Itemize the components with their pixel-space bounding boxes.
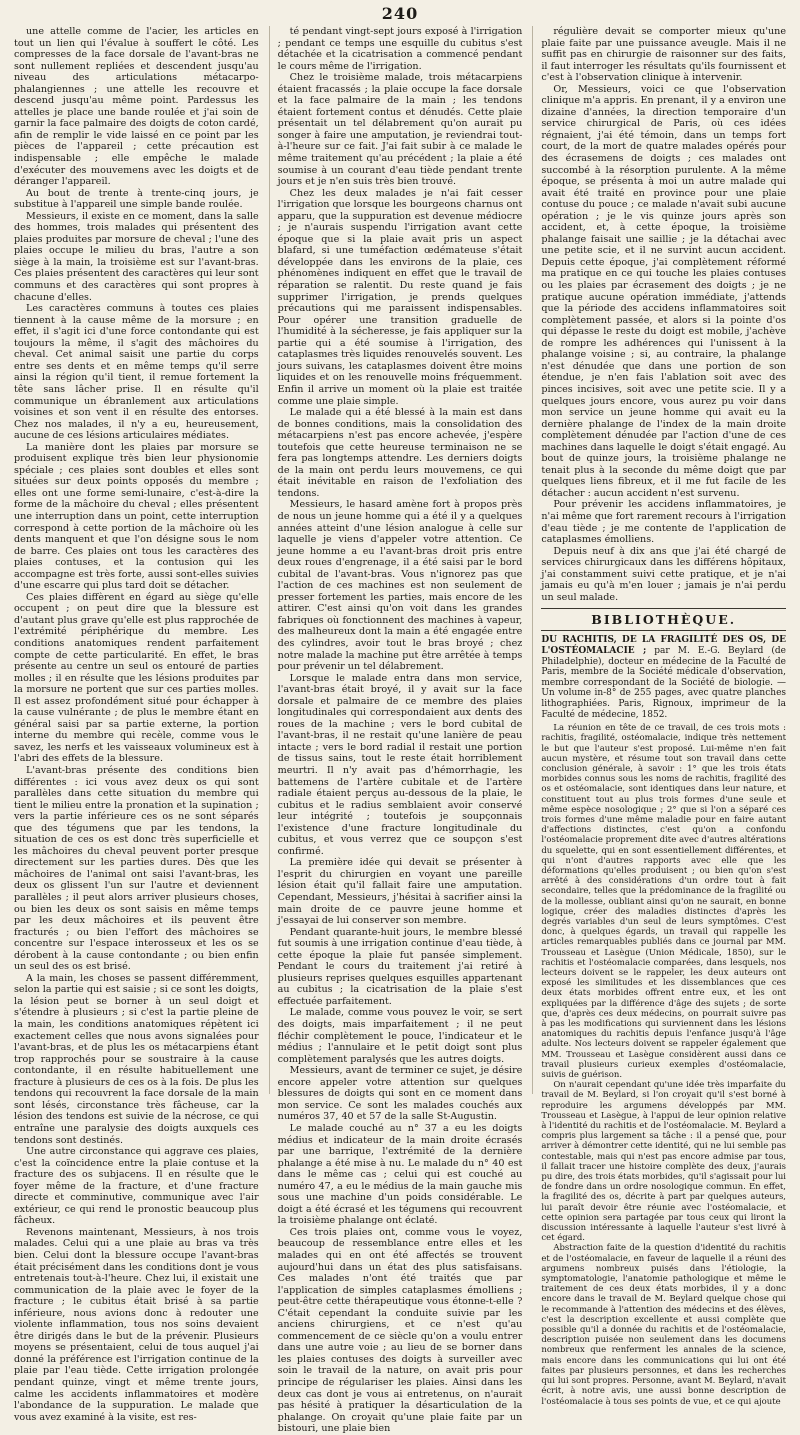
- paragraph: Au bout de trente à trente-cinq jours, je substitue à l'appareil une simple bande roulée.: [14, 187, 259, 211]
- paragraph: régulière devait se comporter mieux qu'une plaie faite par une puissance aveugle. Mais il ne suffit pas en chirurgie de raisonner sur des faits, il faut interroger les résultats qu'ils fournissent et c'est à l'observation clinique à intervenir.: [541, 26, 787, 84]
- paragraph: Le malade qui a été blessé à la main est dans de bonnes conditions, mais la consolidation des métacarpiens n'est pas encore achevée, j'espère toutefois que cette heureuse terminaison ne se fera pas longtemps attendre. Les derniers doigts de la main ont perdu leurs mouvemens, ce qui était inévitable en raison de l'exfoliation des tendons.: [277, 407, 523, 499]
- section-title: BIBLIOTHÈQUE.: [591, 612, 737, 628]
- paragraph: Pour prévenir les accidens inflammatoires, je n'ai même que fort rarement recours à l'irrigation d'eau tiède ; je me contente de l'application de cataplasmes émolliens.: [541, 499, 787, 546]
- paragraph: Pendant quarante-huit jours, le membre blessé fut soumis à une irrigation continue d'eau tiède, à cette époque la plaie fut pansée simplement. Pendant le cours du traitement j'ai retiré à plusieurs reprises quelques esquilles appartenant au cubitus ; la cicatrisation de la plaie s'est effectuée parfaitement.: [277, 926, 523, 1007]
- column-left: [14, 26, 259, 1423]
- columns: [14, 26, 787, 1435]
- paragraph: Chez le troisième malade, trois métacarpiens étaient fracassés ; la plaie occupe la face dorsale et la face palmaire de la main ; les tendons étaient fortement contus et dénudés. Cette plaie présentait un tel délabrement qu'on aurait pu songer à faire une amputation, je reviendrai tout-à-l'heure sur ce fait. J'ai fait subir à ce malade le même traitement qu'au précédent ; la plaie a été soumise à un courant d'eau tiède pendant trente jours et je n'en suis très bien trouvé.: [277, 72, 523, 188]
- page-number: 240: [381, 4, 419, 23]
- paragraph: On n'aurait cependant qu'une idée très imparfaite du travail de M. Beylard, si l'on croyait qu'il s'est borné à reproduire les argumens développés par MM. Trousseau et Lasègue, à l'appui de leur opinion relative à l'identité du rachitis et de l'ostéomalacie. M. Beylard a compris plus largement sa tâche : il a pensé que, pour arriver à démontrer cette identité, qui ne lui semble pas contestable, mais qui n'est pas encore admise par tous, il fallait tracer une histoire complète des deux, j'aurais pu dire, des trois états morbides, qu'il s'agissait pour lui de fondre dans un ordre nosologique commun. En effet, la fragilité des os, décrite à part par quelques auteurs, lui paraît devoir être réunie avec l'ostéomalacie, et cette opinion sera partagée par tous ceux qui liront la discussion intéressante à laquelle l'auteur s'est livré à cet égard.: [541, 1080, 787, 1244]
- paragraph: A la main, les choses se passent différemment, selon la partie qui est saisie ; si ce sont les doigts, la lésion peut se borner à un seul doigt et s'étendre à plusieurs ; si c'est la partie pleine de la main, les conditions anatomiques répètent ici exactement celles que nous avons signalées pour l'avant-bras, et de plus les os métacarpiens étant trop rapprochés pour se soustraire à la cause contondante, il en résulte habituellement une fracture à plusieurs de ces os à la fois. De plus les tendons qui recouvrent la face dorsale de la main sont lésés, circonstance très fâcheuse, car la lésion des tendons est suivie de la nécrose, ce qui entraîne une paralysie des doigts auxquels ces tendons sont destinés.: [14, 972, 259, 1146]
- column-right-text: [541, 26, 786, 603]
- paragraph: Ces plaies diffèrent en égard au siège qu'elle occupent ; on peut dire que la blessure est d'autant plus grave qu'elle est plus rapprochée de l'extrémité périphérique du membre. Les conditions anatomiques rendent parfaitement compte de cette particularité. En effet, le bras présente au centre un seul os entouré de parties molles ; il en résulte que les lésions produites par la morsure ne portent que sur ces parties molles. Il est assez profondément situé pour échapper à la cause vulnérante ; de plus le membre étant en général saisi par sa partie externe, la portion interne du membre qui recèle, comme vous le savez, les nerfs et les vaisseaux volumineux est à l'abri des effets de la blessure.: [14, 591, 259, 765]
- book-entry: [541, 635, 786, 720]
- paragraph: Messieurs, il existe en ce moment, dans la salle des hommes, trois malades qui présentent des plaies produites par morsure de cheval ; l'une des plaies occupe le milieu du bras, l'autre a son siège à la main, la troisième est sur l'avant-bras. Ces plaies présentent des caractères qui leur sont communs et des caractères qui sont propres à chacune d'elles.: [14, 210, 259, 303]
- section-divider-top: [541, 608, 786, 609]
- paragraph: Les caractères communs à toutes ces plaies tiennent à la cause même de la morsure ; en effet, il s'agit ici d'une force contondante qui est toujours la même, il s'agit des mâchoires du cheval. Cet animal saisit une partie du corps entre ses dents et en même temps qu'il serre ainsi la région qu'il tient, il remue fortement la tête sans lâcher prise. Il en résulte qu'il communique un ébranlement aux articulations voisines et son vent il en résulte des entorses. Chez nos malades, il n'y a eu, heureusement, aucune de ces lésions articulaires médiates.: [14, 303, 259, 442]
- paragraph: La première idée qui devait se présenter à l'esprit du chirurgien en voyant une pareille lésion était qu'il fallait faire une amputation. Cependant, Messieurs, j'hésitai à sacrifier ainsi la main droite de ce pauvre jeune homme et j'essayai de lui conserver son membre.: [277, 857, 523, 927]
- book-title: DU RACHITIS, DE LA FRAGILITÉ DES OS, DE L'OSTÉOMALACIE ;: [541, 635, 787, 656]
- paragraph: Revenons maintenant, Messieurs, à nos trois malades. Celui qui a une plaie au bras va très bien. Celui dont la blessure occupe l'avant-bras était précisément dans les conditions dont je vous entretenais tout-à-l'heure. Chez lui, il existait une communication de la plaie avec le foyer de la fracture ; le cubitus était brisé à sa partie inférieure, nous avions donc à redouter une violente inflammation, tous nos soins devaient être dirigés dans le but de la prévenir. Plusieurs moyens se présentaient, celui de tous auquel j'ai donné la préférence est l'irrigation continue de la plaie par l'eau tiède. Cette irrigation prolongée pendant quinze, vingt et même trente jours, calme les accidents inflammatoires et modère l'abondance de la suppuration. Le malade que vous avez examiné à la visite, est res-: [14, 1226, 259, 1423]
- paragraph: L'avant-bras présente des conditions bien différentes : ici vous avez deux os qui sont parallèles dans cette situation du membre qui tient le milieu entre la pronation et la supination ; vers la partie inférieure ces os ne sont séparés que des tégumens que par les tendons, la situation de ces os est donc très superficielle et les mâchoires du cheval peuvent porter presque directement sur les parties dures. Dès que les mâchoires de l'animal ont saisi l'avant-bras, les deux os glissent l'un sur l'autre et deviennent parallèles ; il peut alors arriver plusieurs choses, ou bien les deux os sont saisis en même temps par les deux mâchoires et ils peuvent être fracturés ; ou bien l'effort des mâchoires se concentre sur l'espace interosseux et les os se dérobent à la cause contondante ; ou bien enfin un seul des os est brisé.: [14, 765, 259, 973]
- paragraph: Or, Messieurs, voici ce que l'observation clinique m'a appris. En prenant, il y a environ une dizaine d'années, la direction temporaire d'un service chirurgical de Paris, où ces idées régnaient, j'ai été témoin, dans un temps fort court, de la mort de quatre malades opérés pour des écrasemens de doigts ; ces malades ont succombé à la résorption purulente. A la même époque, se présenta à moi un autre malade qui avait été traité en province pour une plaie contuse du pouce ; ce malade n'avait subi aucune opération ; je le vis quinze jours après son accident, et, à cette époque, la troisième phalange faisait une saillie ; je la détachai avec une petite scie, et il ne survint aucun accident. Depuis cette époque, j'ai complètement réformé ma pratique en ce qui touche les plaies contuses ou les plaies par écrasement des doigts ; je ne pratique aucune opération immédiate, j'attends que la période des accidens inflammatoires soit complètement passée, et alors si la pointe d'os qui dépasse le reste du doigt est mobile, j'achève de rompre les adhérences qui l'unissent à la phalange voisine ; si, au contraire, la phalange n'est dénudée que dans une portion de son étendue, je n'en fais l'ablation soit avec des pinces incisives, soit avec une petite scie. Il y a quelques jours encore, vous aurez pu voir dans mon service un jeune homme qui avait eu la dernière phalange de l'index de la main droite complètement dénudée par l'action d'une de ces machines dans laquelle le doigt s'était engagé. Au bout de quinze jours, la troisième phalange ne tenait plus à la seconde du même doigt que par quelques liens fibreux, et il me fut facile de les détacher : aucun accident n'est survenu.: [541, 83, 787, 499]
- review-text: [541, 723, 786, 1407]
- paragraph: La réunion en tête de ce travail, de ces trois mots : rachitis, fragilité, ostéomalacie, indique très nettement le but que l'auteur s'est proposé. Lui-même n'en fait aucun mystère, et résume tout son travail dans cette conclusion générale, à savoir : 1° que les trois états morbides connus sous les noms de rachitis, fragilité des os et ostéomalacie, sont identiques dans leur nature, et constituent tout au plus trois formes d'une seule et même espèce nosologique ; 2° que si l'on a séparé ces trois formes d'une même maladie pour en faire autant d'affections distinctes, c'est qu'on a confondu l'ostéomalacie proprement dite avec d'autres altérations du squelette, qui en sont essentiellement différentes, et qui n'ont d'autres rapports avec elle que les déformations qu'elles produisent ; ou bien qu'on s'est arrêté à des considérations d'un ordre tout à fait secondaire, telles que la prédominance de la fragilité ou de la mollesse, oubliant ainsi qu'on ne saurait, en bonne logique, créer des maladies distinctes d'après les degrés variables d'un seul de leurs symptômes. C'est donc, à quelques égards, un travail qui rappelle les articles remarquables publiés dans ce journal par MM. Trousseau et Lasègue (Union Médicale, 1850), sur le rachitis et l'ostéomalacie comparées, dans lesquels, nos lecteurs doivent se le rappeler, les deux auteurs ont exposé les similitudes et les dissemblances que ces deux états morbides offrent entre eux, et les ont expliquées par la différence d'âge des sujets ; de sorte que, d'après ces deux médecins, on pourrait suivre pas à pas les modifications qui surviennent dans les lésions anatomiques du rachitis depuis l'enfance jusqu'à l'âge adulte. Nos lecteurs doivent se rappeler également que MM. Trousseau et Lasègue considèrent aussi dans ce travail plusieurs curieux exemples d'ostéomalacie, suivis de guérison.: [541, 723, 787, 1080]
- paragraph: té pendant vingt-sept jours exposé à l'irrigation ; pendant ce temps une esquille du cubitus s'est détachée et la cicatrisation a commencé pendant le cours même de l'irrigation.: [277, 26, 523, 72]
- column-right: [532, 26, 787, 1407]
- paragraph: Le malade, comme vous pouvez le voir, se sert des doigts, mais imparfaitement ; il ne peut fléchir complètement le pouce, l'indicateur et le médius ; l'annulaire et le petit doigt sont plus complètement paralysés que les autres doigts.: [277, 1007, 523, 1065]
- paragraph: Messieurs, le hasard amène fort à propos près de nous un jeune homme qui a été il y a quelques années atteint d'une lésion analogue à celle sur laquelle je viens d'appeler votre attention. Ce jeune homme a eu l'avant-bras droit pris entre deux roues d'engrenage, il a été saisi par le bord cubital de l'avant-bras. Vous n'ignorez pas que l'action de ces machines est non seulement de presser fortement les parties, mais encore de les attirer. C'est ainsi qu'on voit dans les grandes fabriques où fonctionnent des machines à vapeur, des malheureux dont la main a été engagée entre des cylindres, avoir tout le bras broyé ; chez notre malade la machine put être arrêtée à temps pour prévenir un tel délabrement.: [277, 499, 523, 673]
- paragraph: Chez les deux malades je n'ai fait cesser l'irrigation que lorsque les bourgeons charnus ont apparu, que la suppuration est devenue médiocre ; je n'aurais suspendu l'irrigation avant cette époque que si la plaie avait pris un aspect blafard, si une tuméfaction œdémateuse s'était développée dans les environs de la plaie, ces phénomènes indiquent en effet que le travail de réparation se ralentit. Du reste quand je fais supprimer l'irrigation, je prends quelques précautions qui me paraissent indispensables. Pour opérer une transition graduelle de l'humidité à la sécheresse, je fais appliquer sur la partie qui a été soumise à l'irrigation, des cataplasmes très liquides renouvelés souvent. Les jours suivans, les cataplasmes doivent être moins liquides et on les renouvelle moins fréquemment. Enfin il arrive un moment où la plaie est traitée comme une plaie simple.: [277, 187, 523, 407]
- paragraph: Lorsque le malade entra dans mon service, l'avant-bras était broyé, il y avait sur la face dorsale et palmaire de ce membre des plaies longitudinales qui correspondaient aux dents des roues de la machine ; vers le bord cubital de l'avant-bras, il ne restait qu'une lanière de peau intacte ; vers le bord radial il restait une portion de tissus sains, tout le reste était horriblement meurtri. Il n'y avait pas d'hémorrhagie, les battemens de l'artère cubitale et de l'artère radiale étaient perçus au-dessous de la plaie, le cubitus et le radius semblaient avoir conservé leur intégrité ; toutefois je soupçonnais l'existence d'une fracture longitudinale du cubitus, et vous verrez que ce soupçon s'est confirmé.: [277, 672, 523, 857]
- paragraph: Une autre circonstance qui aggrave ces plaies, c'est la coïncidence entre la plaie contuse et la fracture des os subjacens. Il en résulte que le foyer même de la fracture, et d'une fracture directe et comminutive, communique avec l'air extérieur, ce qui rend le pronostic beaucoup plus fâcheux.: [14, 1146, 259, 1227]
- section-divider-bottom: [541, 630, 786, 631]
- paragraph: La manière dont les plaies par morsure se produisent explique très bien leur physionomie spéciale ; ces plaies sont doubles et elles sont situées sur deux points opposés du membre ; elles ont une forme semi-lunaire, c'est-à-dire la forme de la mâchoire du cheval ; elles présentent une interruption dans un point, cette interruption correspond à cette portion de la mâchoire où les dents manquent et que l'on désigne sous le nom de barre. Ces plaies ont tous les caractères des plaies contuses, et la contusion qui les accompagne est très forte, aussi sont-elles suivies d'une escarre qui plus tard doit se détacher.: [14, 441, 259, 592]
- paragraph: Depuis neuf à dix ans que j'ai été chargé de services chirurgicaux dans les différens hôpitaux, j'ai constamment suivi cette pratique, et je n'ai jamais eu qu'à m'en louer ; jamais je n'ai perdu un seul malade.: [541, 545, 787, 603]
- paragraph: Messieurs, avant de terminer ce sujet, je désire encore appeler votre attention sur quelques blessures de doigts qui sont en ce moment dans mon service. Ce sont les malades couchés aux numéros 37, 40 et 57 de la salle St-Augustin.: [277, 1065, 523, 1123]
- paragraph: une attelle comme de l'acier, les articles en tout un lien qui l'évalue à souffert le côté. Les compresses de la face dorsale de l'avant-bras ne sont nullement repliées et descendent jusqu'au niveau des articulations métacarpo-phalangiennes ; une attelle les recouvre et descend jusqu'au même point. Pardessus les attelles je place une bande roulée et j'ai soin de garnir la face palmaire des doigts de coton cardé, afin de remplir le vide laissé en ce point par les pièces de l'appareil ; cette précaution est indispensable ; elle empêche le malade d'exécuter des mouvemens avec les doigts et de déranger l'appareil.: [14, 26, 259, 188]
- paragraph: Abstraction faite de la question d'identité du rachitis et de l'ostéomalacie, en faveur de laquelle il a réuni des argumens nombreux puisés dans l'étiologie, la symptomatologie, l'anatomie pathologique et même le traitement de ces deux états morbides, il y a donc encore dans le travail de M. Beylard quelque chose qui le recommande à l'attention des médecins et des élèves, c'est la description excellente et aussi complète que possible qu'il a donnée du rachitis et de l'ostéomalacie, description puisée non seulement dans les documens nombreux que renferment les annales de la science, mais encore dans les communications qui lui ont été faites par plusieurs personnes, et dans les recherches qui lui sont propres. Personne, avant M. Beylard, n'avait écrit, à notre avis, une aussi bonne description de l'ostéomalacie à tous ses points de vue, et ce qui ajoute: [541, 1243, 787, 1407]
- column-middle: [269, 26, 523, 1435]
- book-details: par M. E.-G. Beylard (de Philadelphie), docteur en médecine de la Faculté de Paris, membre de la Société médicale d'observation, membre correspondant de la Société de biologie. — Un volume in-8° de 255 pages, avec quatre planches lithographiées. Paris, Rignoux, imprimeur de la Faculté de médecine, 1852.: [541, 645, 787, 720]
- paragraph: Ces trois plaies ont, comme vous le voyez, beaucoup de ressemblance entre elles et les malades qui en ont été affectés se trouvent aujourd'hui dans un état des plus satisfaisans. Ces malades n'ont été traités que par l'application de simples cataplasmes émolliens ; peut-être cette thérapeutique vous étonne-t-elle ? C'était cependant la conduite suivie par les anciens chirurgiens, et ce n'est qu'au commencement de ce siècle qu'on a voulu entrer dans une autre voie ; au lieu de se borner dans les plaies contuses des doigts à surveiller avec soin le travail de la nature, on avait pris pour principe de régulariser les plaies. Ainsi dans les deux cas dont je vous ai entretenus, on n'aurait pas hésité à pratiquer la désarticulation de la phalange. On croyait qu'une plaie faite par un bistouri, une plaie bien: [277, 1226, 523, 1435]
- paragraph: Le malade couché au n° 37 a eu les doigts médius et indicateur de la main droite écrasés par une barrique, l'extrémité de la dernière phalange a été mise à nu. Le malade du n° 40 est dans le même cas ; celui qui est couché au numéro 47, a eu le médius de la main gauche mis sous une machine d'un poids considérable. Le doigt a été écrasé et les tégumens qui recouvrent la troisième phalange ont éclaté.: [277, 1122, 523, 1227]
